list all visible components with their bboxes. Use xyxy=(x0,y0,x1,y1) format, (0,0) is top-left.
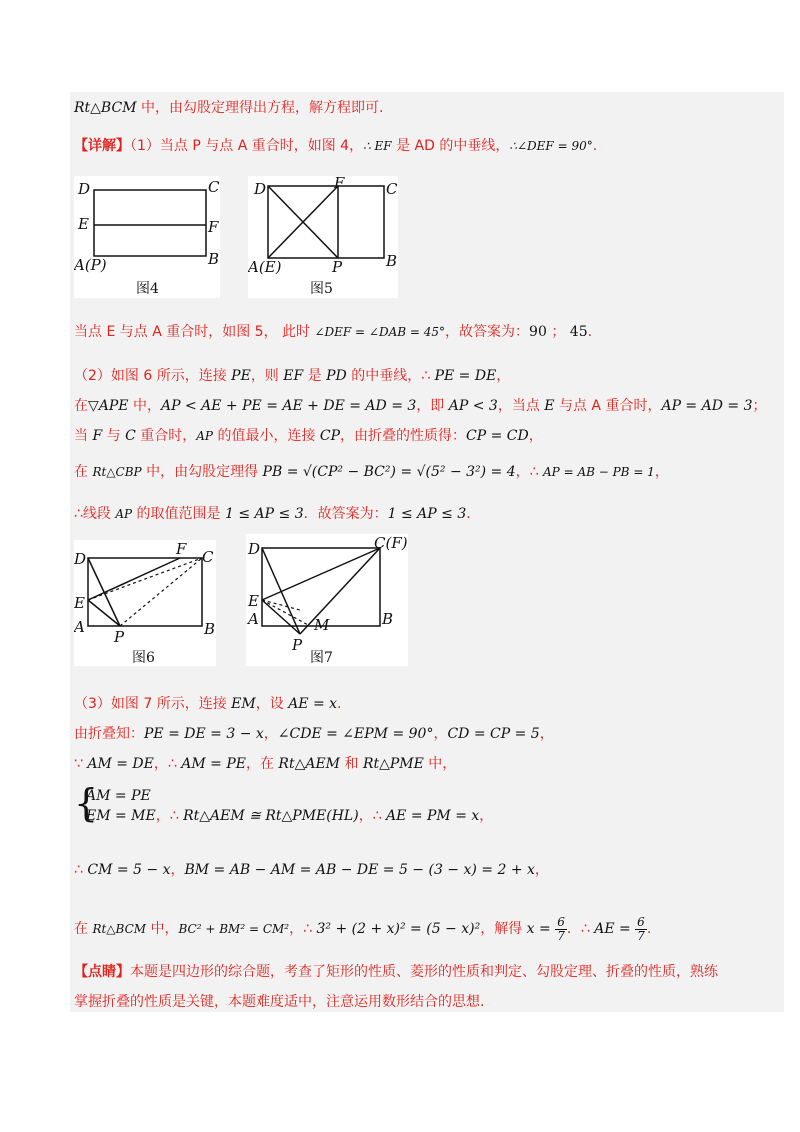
line-ec xyxy=(262,548,380,600)
label-p: P xyxy=(332,258,343,276)
text: ， xyxy=(496,368,511,384)
text: ，在 xyxy=(245,756,279,772)
text: （2）如图 6 所示，连接 xyxy=(74,368,232,384)
text-line-4 xyxy=(74,366,510,386)
text: ，解得 xyxy=(480,921,527,937)
text-line-12a xyxy=(86,786,151,806)
text: ，设 xyxy=(255,696,289,712)
math: ▽APE xyxy=(88,398,129,414)
math: AP = AD = 3 xyxy=(661,398,753,414)
text: ，即 xyxy=(416,398,449,414)
math: AP xyxy=(115,507,133,521)
numerator: 6 xyxy=(637,914,645,929)
text: 在 xyxy=(74,921,93,937)
math: EM xyxy=(231,696,256,712)
label-b: B xyxy=(208,250,220,268)
label-c: C(F) xyxy=(374,534,408,552)
text: ，当点 xyxy=(497,398,545,414)
text: ，由折叠的性质得： xyxy=(340,428,467,444)
figure-5-svg xyxy=(248,176,398,298)
text-line-8 xyxy=(74,504,471,524)
text: 与点 A 重合时， xyxy=(554,398,662,414)
figure-caption: 图5 xyxy=(310,281,333,297)
label-a: A xyxy=(248,610,259,628)
math: EF xyxy=(283,368,304,384)
label-f: F xyxy=(176,540,187,558)
text-line-5 xyxy=(74,396,767,416)
math: AE = xyxy=(594,921,631,937)
text: ， xyxy=(170,862,185,878)
text: 当点 E 与点 A 重合时，如图 5， 此时 xyxy=(74,324,315,340)
text: ； xyxy=(546,324,570,340)
math: CP = CD xyxy=(466,428,529,444)
text-line-15 xyxy=(74,962,718,982)
figure-caption: 图4 xyxy=(136,281,159,297)
math: F xyxy=(92,428,103,444)
label-p: P xyxy=(292,636,303,654)
text: . xyxy=(592,138,598,154)
label-e: E xyxy=(248,592,259,610)
text: 的值最小，连接 xyxy=(213,428,320,444)
text-line-12b xyxy=(86,806,493,826)
label-c: C xyxy=(202,548,214,566)
math: Rt△BCM xyxy=(92,922,147,936)
text: 与 xyxy=(102,428,126,444)
label-d: D xyxy=(254,180,267,198)
text: ， xyxy=(433,726,448,742)
label-a: A(P) xyxy=(74,256,107,274)
text: . xyxy=(337,696,342,712)
text-line-1 xyxy=(74,98,383,118)
math: AE = x xyxy=(288,696,338,712)
text: （3）如图 7 所示，连接 xyxy=(74,696,232,712)
math: PE = DE = 3 − x xyxy=(144,726,264,742)
text: ，∴ xyxy=(515,464,544,480)
text: 中， xyxy=(423,756,457,772)
math: Rt△AEM xyxy=(278,756,341,772)
line-pc xyxy=(300,548,380,634)
math: x = xyxy=(526,921,551,937)
line-dp xyxy=(88,558,120,626)
math: PB = √(CP² − BC²) = √(5² − 3²) = 4 xyxy=(262,464,516,480)
text: 本题是四边形的综合题，考查了矩形的性质、菱形的性质和判定、勾股定理、折叠的性质，熟练 xyxy=(130,964,718,980)
text-line-2 xyxy=(74,136,597,156)
denominator: 7 xyxy=(557,928,565,943)
text-line-14 xyxy=(74,914,651,944)
text: ，∴ xyxy=(155,808,184,824)
label-f: F xyxy=(208,218,219,236)
text-line-16 xyxy=(74,992,484,1012)
math: PE = DE xyxy=(434,368,497,384)
text: ； xyxy=(752,398,767,414)
text: ∴线段 xyxy=(74,506,116,522)
label-e: E xyxy=(74,594,85,612)
math: AM = DE xyxy=(87,756,154,772)
text: ， xyxy=(479,808,494,824)
label-p: P xyxy=(114,628,125,646)
comment-tag: 【点睛】 xyxy=(74,964,130,980)
text: 中，由勾股定理得 xyxy=(141,464,263,480)
text: ，∴ xyxy=(153,756,182,772)
numerator: 6 xyxy=(557,914,565,929)
math: Rt△PME xyxy=(362,756,424,772)
text: . xyxy=(466,506,471,522)
text-line-6 xyxy=(74,426,543,446)
figure-4 xyxy=(74,176,220,298)
text: ．故答案为： xyxy=(303,506,388,522)
figure-6-svg xyxy=(74,540,216,666)
text: ，故答案为： xyxy=(445,324,530,340)
text: （1）当点 P 与点 A 重合时，如图 4， xyxy=(130,138,364,154)
dashed-pc xyxy=(120,558,202,626)
text: ，∴ xyxy=(289,921,317,937)
math: BM = AB − AM = AB − DE = 5 − (3 − x) = 2 + x xyxy=(184,862,535,878)
text: ，∴ xyxy=(358,808,387,824)
math: BC² + BM² = CM² xyxy=(178,922,290,936)
figure-4-svg xyxy=(74,176,220,298)
text: ，则 xyxy=(250,368,284,384)
line-ep xyxy=(88,600,120,626)
math: AP xyxy=(196,429,213,443)
text: 是 AD 的中垂线， xyxy=(391,138,510,154)
math: ∴∠DEF = 90° xyxy=(509,139,593,153)
math: PE xyxy=(231,368,251,384)
text: ， xyxy=(534,862,549,878)
figure-caption: 图7 xyxy=(310,650,333,666)
math: 1 ≤ AP ≤ 3 xyxy=(387,506,467,522)
math: AE = PM = x xyxy=(386,808,480,824)
answer-1: 90 xyxy=(529,324,547,340)
label-e: E xyxy=(78,215,89,233)
label-a: A xyxy=(74,618,85,636)
denominator: 7 xyxy=(637,928,645,943)
label-d: D xyxy=(74,550,87,568)
text-line-10 xyxy=(74,724,554,744)
label-c: C xyxy=(208,178,220,196)
math: Rt△BCM xyxy=(74,100,137,116)
text: 在 xyxy=(74,398,88,414)
text: ， xyxy=(528,428,543,444)
label-c: C xyxy=(386,180,398,198)
text: 中， xyxy=(146,921,179,937)
label-f: F xyxy=(334,176,345,192)
text-line-13 xyxy=(74,860,549,880)
text: ∴ xyxy=(74,862,88,878)
math: ∠CDE = ∠EPM = 90° xyxy=(277,726,434,742)
math: C xyxy=(125,428,136,444)
rect-abcd xyxy=(94,190,206,256)
detail-tag: 【详解】 xyxy=(74,138,130,154)
label-d: D xyxy=(78,180,91,198)
dashed-ec xyxy=(88,558,202,600)
math: CM = 5 − x xyxy=(87,862,171,878)
math: AM = PE xyxy=(86,788,151,804)
figure-caption: 图6 xyxy=(132,650,155,666)
text: 的取值范围是 xyxy=(132,506,226,522)
text-line-3 xyxy=(74,322,592,342)
rect-abcd xyxy=(268,186,384,258)
figure-6 xyxy=(74,540,216,666)
text: ．∴ xyxy=(566,921,595,937)
text: 是 xyxy=(303,368,327,384)
math: CP xyxy=(319,428,341,444)
text: ， xyxy=(539,726,554,742)
label-m: M xyxy=(314,616,330,634)
math: Rt△CBP xyxy=(92,465,142,479)
text: ， xyxy=(263,726,278,742)
math: 1 ≤ AP ≤ 3 xyxy=(225,506,304,522)
math: CD = CP = 5 xyxy=(447,726,540,742)
label-d: D xyxy=(248,540,261,558)
figure-5 xyxy=(248,176,398,298)
text-line-7 xyxy=(74,462,669,482)
text: ∵ xyxy=(74,756,88,772)
text: 和 xyxy=(340,756,363,772)
figure-7-svg xyxy=(246,534,408,666)
math: E xyxy=(544,398,555,414)
label-b: B xyxy=(204,620,216,638)
label-a: A(E) xyxy=(248,258,282,276)
answer-2: 45 xyxy=(569,324,588,340)
math: AP < 3 xyxy=(448,398,498,414)
math: EM = ME xyxy=(86,808,156,824)
math: Rt△AEM ≅ Rt△PME(HL) xyxy=(183,808,359,824)
text: 的中垂线，∴ xyxy=(346,368,435,384)
text: ， xyxy=(654,464,669,480)
math: AP < AE + PE = AE + DE = AD = 3 xyxy=(160,398,417,414)
text: 由折叠知： xyxy=(74,726,144,742)
system-brace: { xyxy=(74,781,99,825)
math: AP = AB − PB = 1 xyxy=(543,465,655,479)
text: . xyxy=(646,921,652,937)
text: 中， xyxy=(128,398,161,414)
label-b: B xyxy=(382,610,394,628)
text: 掌握折叠的性质是关键，本题难度适中，注意运用数形结合的思想. xyxy=(74,994,485,1010)
text: . xyxy=(587,324,593,340)
text: 中，由勾股定理得出方程，解方程即可. xyxy=(136,100,384,116)
math: AM = PE xyxy=(181,756,246,772)
text: 在 xyxy=(74,464,93,480)
math: ∠DEF = ∠DAB = 45° xyxy=(314,325,446,339)
fraction-x xyxy=(555,916,567,943)
math: 3² + (2 + x)² = (5 − x)² xyxy=(316,921,481,937)
text: 重合时， xyxy=(135,428,197,444)
text-line-9 xyxy=(74,694,342,714)
label-b: B xyxy=(386,252,398,270)
line-ef xyxy=(88,558,180,600)
figure-7 xyxy=(246,534,408,666)
math: ∴ EF xyxy=(363,139,392,153)
fraction-ae xyxy=(635,916,647,943)
text-line-11 xyxy=(74,754,456,774)
text: 当 xyxy=(74,428,93,444)
math: PD xyxy=(326,368,347,384)
